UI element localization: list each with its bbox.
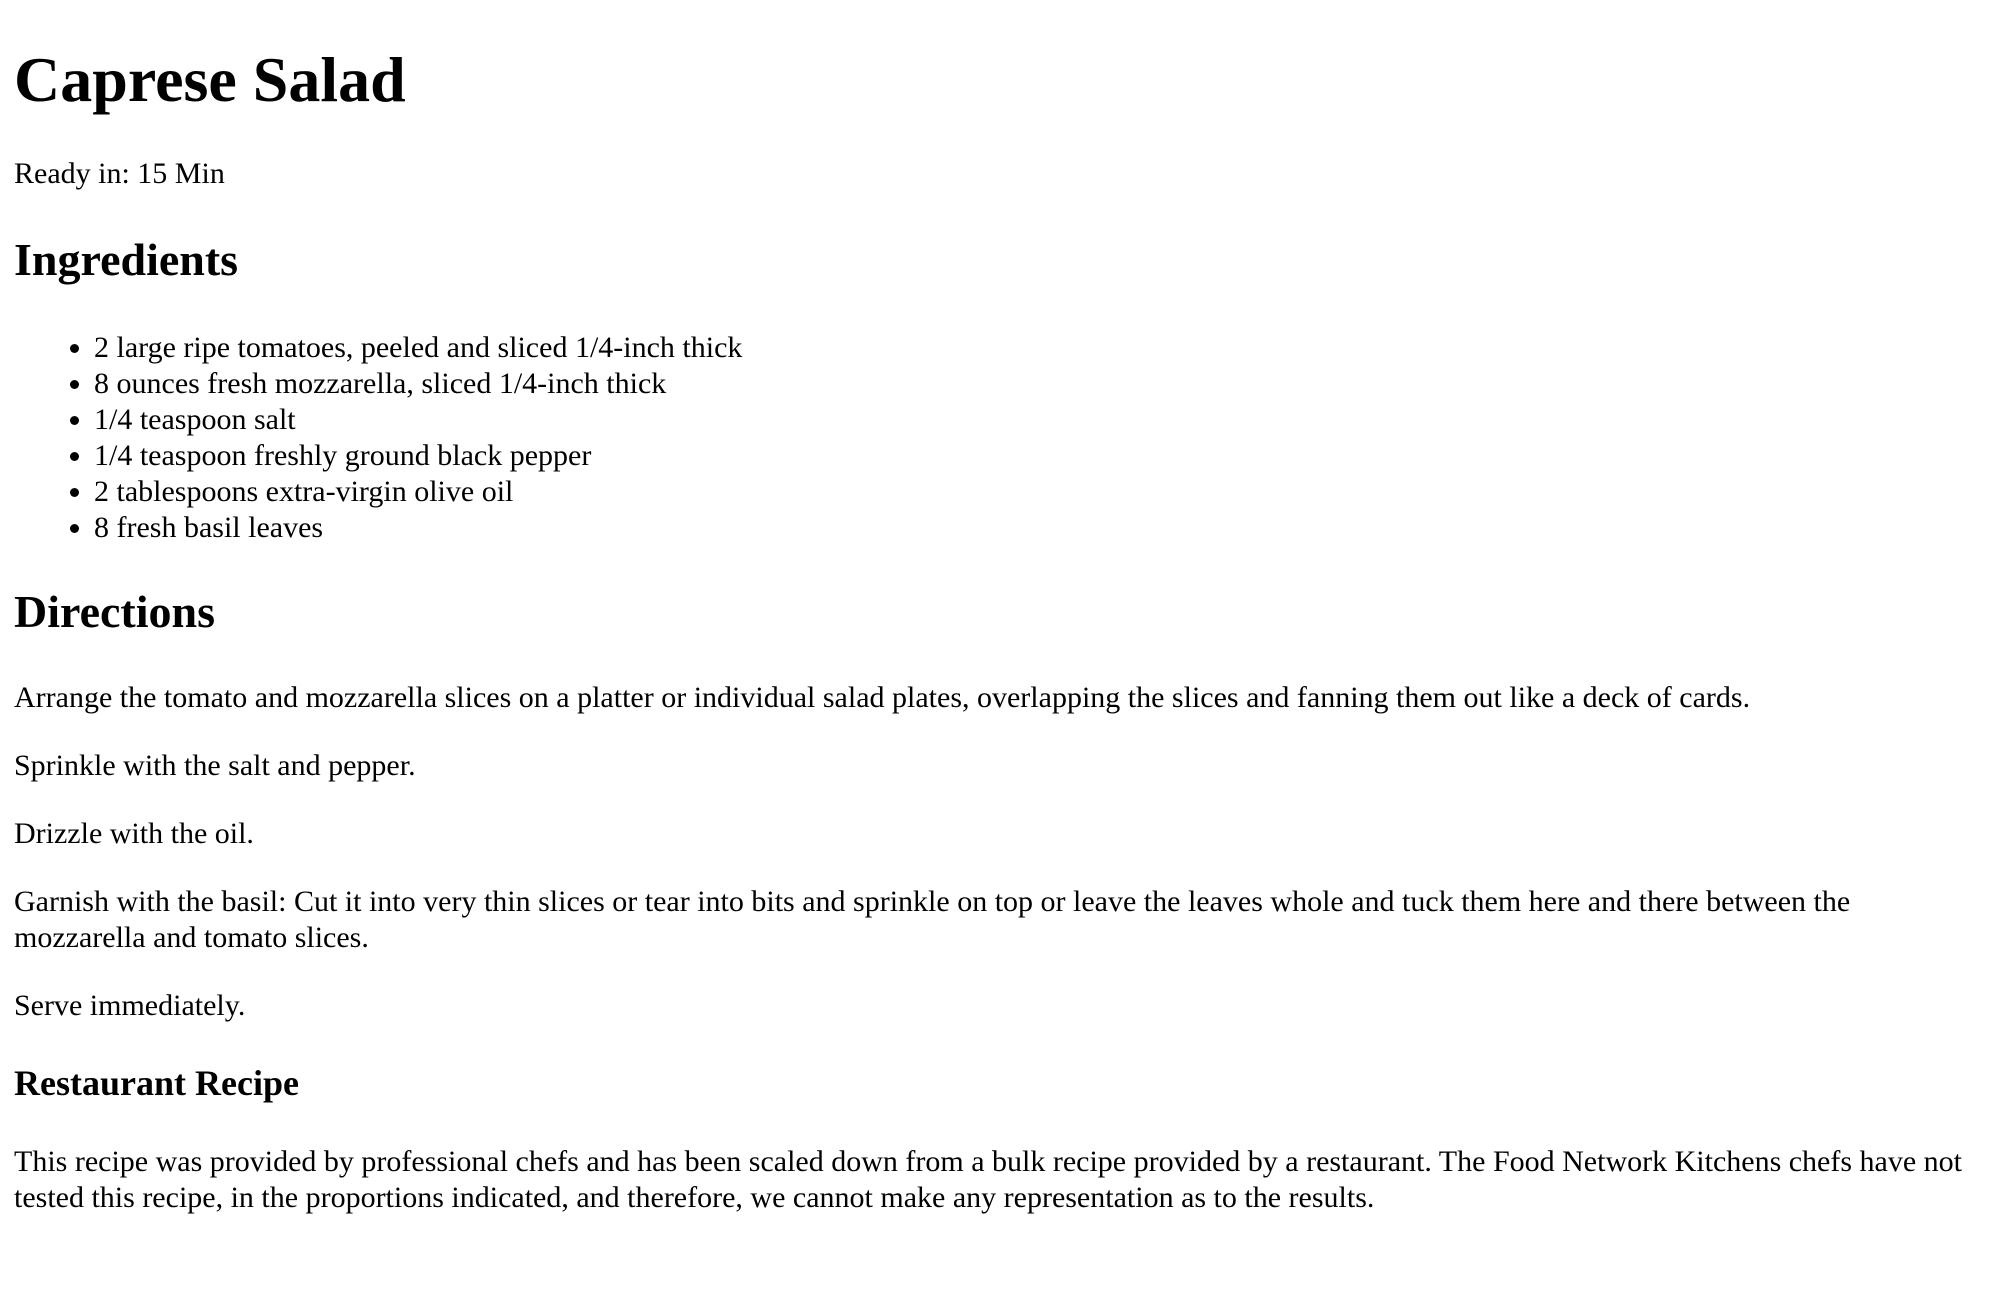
ingredients-list — [14, 330, 1984, 546]
ingredients-heading: Ingredients — [14, 234, 239, 285]
ingredient-item: • 2 large ripe tomatoes, peeled and sliced 1/4-inch thick — [94, 330, 1984, 366]
direction-step: Sprinkle with the salt and pepper. — [14, 749, 416, 782]
direction-step: Serve immediately. — [14, 989, 246, 1022]
direction-step: Arrange the tomato and mozzarella slices on a platter or individual salad plates, overlapping the slices and fanning them out like a deck of cards. — [14, 681, 1751, 714]
ingredient-item: • 1/4 teaspoon salt — [94, 402, 1984, 438]
restaurant-recipe-heading: Restaurant Recipe — [14, 1063, 299, 1103]
direction-step: Garnish with the basil: Cut it into very thin slices or tear into bits and sprinkle on top or leave the leaves whole and tuck them here and there between the mozzarella and tomato slices. — [14, 885, 1851, 954]
ingredient-item: • 1/4 teaspoon freshly ground black pepper — [94, 438, 1984, 474]
direction-step: Drizzle with the oil. — [14, 817, 254, 850]
restaurant-recipe-disclaimer: This recipe was provided by professional chefs and has been scaled down from a bulk recipe provided by a restaurant. The Food Network Kitchens chefs have not tested this recipe, in the proportions indicated, and therefore, we cannot make any representation as to the results. — [14, 1145, 1963, 1214]
directions-heading: Directions — [14, 586, 216, 637]
recipe-title: Caprese Salad — [14, 44, 406, 115]
ready-in-time: Ready in: 15 Min — [14, 157, 225, 190]
ingredient-item: • 8 ounces fresh mozzarella, sliced 1/4-inch thick — [94, 366, 1984, 402]
ingredient-item: • 2 tablespoons extra-virgin olive oil — [94, 474, 1984, 510]
directions-list — [14, 680, 1984, 1024]
ingredient-item: • 8 fresh basil leaves — [94, 510, 1984, 546]
